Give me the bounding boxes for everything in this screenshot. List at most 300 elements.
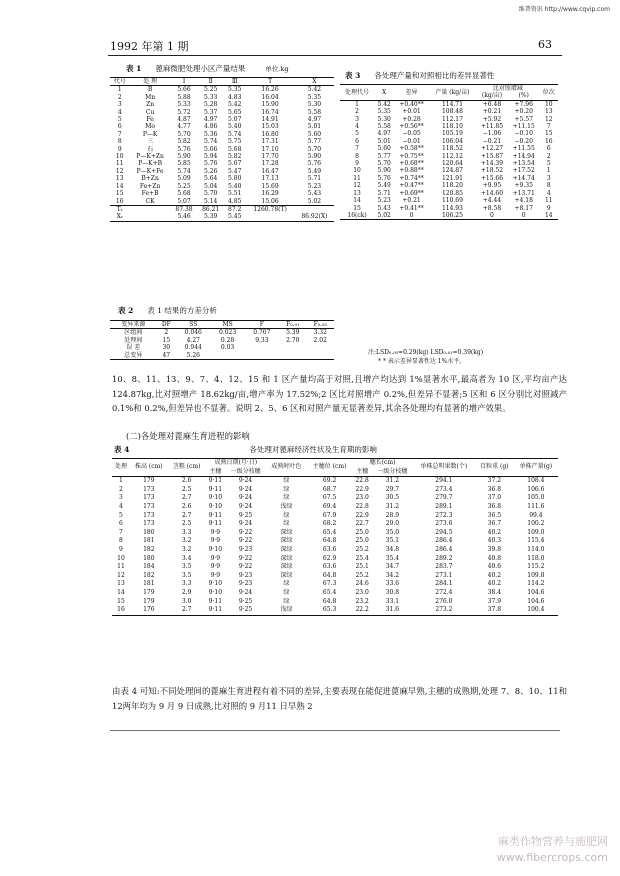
table3-cell: +17.52: [512, 167, 535, 175]
table3-cell: +6.48: [482, 100, 502, 108]
table4-cell: 9·9: [210, 571, 221, 579]
table4-column-header: 穗长(cm): [369, 459, 396, 466]
table3-cell: 13: [353, 189, 361, 197]
table1-row: [110, 101, 334, 108]
table2-cell: 0.03: [220, 344, 235, 352]
table3-cell: 4.97: [377, 130, 391, 138]
table1-cell: 5.77: [307, 138, 322, 146]
table4-row: [112, 572, 558, 581]
table4-row: [112, 589, 558, 598]
table2-cell: [306, 344, 334, 351]
table1-cell: 5.40: [228, 123, 242, 131]
table4-column-header: 处理: [114, 463, 127, 471]
table4-row: [112, 606, 558, 615]
table4-cell: 9·25: [238, 511, 253, 519]
table4-cell: 22.8: [355, 477, 369, 485]
table4-cell: 14: [117, 588, 125, 596]
table4-cell: 1: [119, 477, 123, 485]
table1-cell: 5.94: [204, 153, 218, 161]
table1-cell: 5.58: [307, 108, 322, 116]
table4-cell: 9·10: [208, 580, 223, 588]
table4-title: 各处理对蓖麻经济性状及生育期的影响: [249, 445, 377, 454]
table4-column-subheader: 主穗: [356, 467, 369, 475]
table1-cell: 5.72: [177, 108, 191, 116]
table4-cell: 深绿: [280, 537, 293, 545]
table4-cell: 9·24: [238, 588, 253, 596]
table3-cell: 1: [546, 167, 551, 175]
table1-cell: 5.82: [228, 153, 242, 161]
table4-row: [112, 555, 558, 564]
table4-cell: 37.9: [487, 597, 502, 605]
table2-title: 表 1 结果的方差分析: [147, 306, 217, 315]
table3-cell: 11: [353, 174, 361, 182]
table4-cell: 9·22: [238, 528, 253, 536]
table4-cell: 68.2: [322, 520, 337, 528]
table4-cell: 8: [119, 537, 123, 545]
table2-caption: [118, 305, 217, 316]
table4-row: [112, 546, 558, 555]
table4-cell: 40.2: [487, 528, 502, 536]
table4-cell: 绿: [283, 588, 290, 596]
table4-cell: 9: [119, 545, 123, 553]
table4-cell: 22.2: [355, 606, 369, 614]
table3-cell: 8: [546, 182, 551, 190]
table4-cell: 9·23: [238, 545, 253, 553]
table2-cell: 5.39: [286, 329, 300, 337]
table1-cell: 12: [115, 167, 124, 175]
table1-cell: 三: [147, 138, 154, 146]
table4-cell: 63.6: [322, 563, 337, 571]
table1-title: 蓖麻微肥处理小区产量结果: [155, 64, 246, 73]
table4-cell: 69.4: [322, 502, 337, 510]
table3-row: [340, 100, 558, 108]
page-number: 63: [538, 38, 552, 51]
table3-cell: +0.68**: [399, 160, 424, 168]
top-watermark: 维普资讯 http://www.cqvip.com: [518, 6, 610, 13]
table3-row: [340, 205, 558, 212]
table1-caption: [126, 63, 289, 74]
table4-cell: 38.4: [487, 588, 502, 596]
table4-cell: 25.0: [355, 528, 369, 536]
table3-cell: 5.23: [377, 197, 391, 205]
table3-cell: +9.95: [482, 182, 502, 190]
table4-cell: 276.0: [435, 597, 453, 605]
table2-cell: 2.70: [286, 336, 300, 344]
table4-row: [112, 520, 558, 529]
table3-row: [340, 212, 558, 220]
table4-cell: 63.6: [322, 545, 337, 553]
table4-cell: 37.0: [487, 494, 502, 502]
table3-cell: +0.74**: [399, 174, 424, 182]
table3-cell: +0.56**: [399, 123, 424, 131]
table1-cell: 9: [117, 145, 122, 153]
table2-cell: [306, 352, 334, 360]
table3-cell: 5.35: [377, 108, 391, 116]
table3-cell: 118.20: [441, 182, 463, 190]
bottom-watermark-url: www.fibercrops.com: [496, 851, 608, 864]
table4-cell: 16: [117, 606, 125, 614]
table4-cell: 浅绿: [280, 502, 293, 510]
table4-cell: 179: [143, 477, 155, 485]
table4-cell: 273.1: [435, 571, 453, 579]
table4-row: [112, 503, 558, 512]
table1-cell: 11: [115, 160, 124, 168]
table4-cell: 绿: [283, 494, 290, 502]
table4-cell: 181: [143, 580, 155, 588]
table2-cell: [245, 352, 279, 360]
table3-cell: −0.01: [402, 137, 421, 145]
table3-cell: +14.94: [512, 152, 535, 160]
table3-cell: 10: [544, 100, 553, 108]
table1-total-row: [110, 205, 334, 213]
table4-row: [112, 580, 558, 589]
table1-row: [110, 183, 334, 190]
table4-cell: 绿: [283, 485, 290, 493]
table1-mean-cell: [245, 213, 294, 221]
table3-cell: 5.70: [377, 160, 391, 168]
table4-cell: 173: [143, 502, 155, 510]
table3-cell: 6: [546, 145, 551, 153]
table1-cell: 5.74: [228, 130, 242, 138]
table1-row: [110, 146, 334, 153]
table3-cell: 5.02: [377, 211, 391, 219]
table3-cell: 5: [355, 130, 359, 138]
table4-cell: 9·11: [208, 520, 223, 528]
table1-cell: 16.04: [261, 93, 279, 101]
table1-cell: 17.10: [261, 145, 279, 153]
table2-header-row: [110, 321, 334, 329]
table3-cell: 0: [409, 211, 414, 219]
table1-cell: 17.28: [261, 160, 279, 168]
table1-row: [110, 86, 334, 94]
table2-row: [110, 352, 334, 360]
bottom-watermark-name: 麻类作物营养与施肥网: [498, 835, 608, 848]
table4-cell: 272.3: [435, 511, 453, 519]
table1-cell: 5.35: [307, 93, 322, 101]
table1-cell: Zn: [146, 101, 155, 109]
table3-cell: +8.17: [514, 204, 533, 212]
table1-total-cell: Tᵣ: [116, 205, 123, 213]
table4-cell: 64.8: [322, 571, 337, 579]
table3-note-significance: * * 表示差异显著性达 1%水平。: [378, 358, 466, 365]
table4-cell: 40.2: [487, 580, 502, 588]
table4-cell: 182: [143, 571, 155, 579]
table1-cell: 4: [117, 108, 122, 116]
table1-cell: 8: [117, 138, 122, 146]
table3-cell: 105.19: [441, 130, 463, 138]
table3-cell: 13: [544, 108, 553, 116]
table2-column-header: 变异来源: [121, 321, 146, 328]
table1-cell: 5.71: [307, 175, 322, 183]
table4-column-header: 株高 (cm): [134, 463, 163, 471]
table4-cell: 25.2: [355, 545, 369, 553]
table1-row: [110, 160, 334, 167]
table1-row: [110, 138, 334, 145]
table4-cell: 104.6: [527, 588, 545, 596]
table4-cell: 9·24: [238, 520, 253, 528]
table2-cell: 2: [164, 329, 169, 337]
table4-cell: 12: [117, 571, 125, 579]
table1-cell: 16.26: [261, 86, 279, 94]
table3-cell: 15: [353, 204, 361, 212]
table3-cell: 5.01: [377, 137, 391, 145]
table4-cell: 65.4: [322, 528, 337, 536]
table4-cell: 31.2: [385, 477, 400, 485]
table1-mean-cell: [130, 213, 171, 221]
table4-cell: 2.7: [181, 511, 192, 519]
table1-cell: 15: [115, 190, 124, 198]
table4-cell: 294.5: [435, 528, 453, 536]
table4-row: [112, 494, 558, 503]
table4-cell: 15: [117, 597, 125, 605]
table1-cell: 4.83: [228, 93, 242, 101]
table4-cell: 3: [119, 494, 123, 502]
table1-row: [110, 109, 334, 116]
table3-column-header: 比对照增减: [492, 85, 523, 92]
table4-cell: 36.7: [487, 520, 502, 528]
paragraph-growth-progress: 由表 4 可知:不同处理间的蓖麻生育进程有着不同的差异,主要表现在能促进蓖麻早熟,主穗的成熟期,处理 7、8、10、11和12两年均为 9 月 9 日成熟,比对照的 9 月11 日早熟 2: [112, 686, 567, 711]
table3-cell: +0.01: [402, 108, 421, 116]
table4-cell: 2.7: [181, 606, 192, 614]
table4-cell: 30.5: [385, 494, 400, 502]
table4-caption: [114, 444, 377, 455]
table4-cell: 273.2: [435, 606, 453, 614]
table1-cell: 5.76: [204, 160, 218, 168]
table4-cell: 深绿: [280, 545, 293, 553]
table1-column-header: Ⅲ: [231, 78, 238, 85]
table3-cell: 3: [546, 174, 551, 182]
table4-cell: 9·23: [238, 580, 253, 588]
table3-cell: 3: [355, 115, 359, 123]
table4-cell: 10: [117, 554, 125, 562]
table1-cell: 17.31: [261, 138, 279, 146]
table4-column-header: 百粒重 (g): [480, 463, 509, 471]
table1-cell: 5: [117, 116, 122, 124]
table3-cell: 112.17: [441, 115, 463, 123]
table4-cell: 9·24: [238, 477, 253, 485]
table4-cell: 2.9: [181, 588, 192, 596]
table4-cell: 9·11: [208, 597, 223, 605]
table4-column-header: 成熟日期(月·日): [214, 459, 258, 466]
table3-cell: +0.75**: [399, 152, 424, 160]
table4-cell: 114.2: [527, 580, 545, 588]
table4-row: [112, 477, 558, 486]
table3-cell: 108.48: [441, 108, 463, 116]
table3-cell: +14.39: [480, 160, 504, 168]
table3-row: [340, 175, 558, 182]
table4-cell: 4: [119, 502, 123, 510]
table3-cell: 14: [544, 211, 553, 219]
table1-cell: B+Zn: [141, 175, 159, 183]
table4-cell: 184: [143, 563, 155, 571]
table1-mean-cell: Xᵣ: [116, 213, 123, 221]
table4-column-subheader: 主穗: [209, 467, 222, 475]
table3-cell: +0.47**: [399, 182, 424, 190]
table2-cell: 0.28: [220, 336, 235, 344]
table1-column-header: X: [312, 78, 317, 85]
table1-cell: 4.97: [307, 116, 322, 124]
table4-cell: 绿: [283, 511, 290, 519]
table3-cell: 10: [353, 167, 361, 175]
table4-cell: 2.7: [181, 494, 192, 502]
table3-cell: 12: [353, 182, 361, 190]
table2-cell: 区组间: [124, 329, 143, 337]
table4-cell: 36.5: [487, 511, 502, 519]
table1-mean-cell: 86.92(X): [301, 213, 328, 221]
table3-cell: 4: [546, 189, 551, 197]
table4-cell: 9·24: [238, 485, 253, 493]
table1-cell: 5.23: [307, 182, 322, 190]
table4-cell: 25.1: [355, 563, 369, 571]
table4-cell: 9·10: [208, 502, 223, 510]
table3-cell: +14.74: [512, 174, 535, 182]
table3-column-subheader: (%): [518, 92, 529, 100]
table1-cell: Mn: [145, 93, 156, 101]
table1-cell: 4.97: [204, 116, 218, 124]
table4-cell: 9·22: [238, 554, 253, 562]
table4-cell: 100.2: [527, 520, 545, 528]
table1-cell: 5.35: [228, 86, 242, 94]
table3-cell: 14: [353, 197, 361, 205]
table4-cell: 绿: [283, 520, 290, 528]
table1-number: 表 1: [126, 64, 142, 73]
table4-cell: 9·11: [208, 477, 223, 485]
table1-cell: 5.68: [177, 190, 191, 198]
table4-cell: 294.1: [435, 477, 453, 485]
table4-cell: 283.7: [435, 563, 453, 571]
table1-cell: 15.03: [261, 123, 279, 131]
table1-cell: 16.29: [261, 190, 279, 198]
table2-cell: [279, 352, 306, 360]
table1-cell: 3: [117, 101, 122, 109]
table4-cell: 3.5: [181, 563, 192, 571]
header-rule: [108, 55, 562, 56]
table1-cell: 5.30: [307, 101, 322, 109]
table2-cell: 9.33: [255, 336, 269, 344]
table3-cell: 5.42: [377, 100, 391, 108]
table4-cell: 3.2: [181, 537, 192, 545]
table4-cell: 115.4: [527, 537, 545, 545]
table3-column-header: 差异: [405, 88, 418, 96]
table3-cell: +0.41**: [399, 204, 424, 212]
table1-cell: 16.74: [261, 108, 279, 116]
table1-cell: 5.90: [177, 153, 191, 161]
table1-row: [110, 190, 334, 197]
table3-cell: 5.60: [377, 145, 391, 153]
table4-cell: 9·24: [238, 502, 253, 510]
table4-cell: 9·25: [238, 597, 253, 605]
table4-cell: 22.9: [355, 511, 369, 519]
table3-row: [340, 167, 558, 174]
table4-cell: 36.8: [487, 485, 502, 493]
table3-cell: +0.21: [402, 197, 421, 205]
table4-cell: 273.6: [435, 520, 453, 528]
table3: [340, 84, 558, 220]
table4-cell: 25.4: [355, 554, 369, 562]
table3-cell: −1.06: [482, 130, 502, 138]
table1-column-header: 处 理: [143, 78, 158, 85]
table4-cell: 25.2: [355, 571, 369, 579]
table1-cell: 5.43: [307, 190, 322, 198]
table2-cell: 2.02: [313, 336, 327, 344]
table4-cell: 64.8: [322, 537, 337, 545]
table1-mean-row: [110, 213, 334, 221]
table4-cell: 3.5: [181, 571, 192, 579]
table2-cell: [245, 344, 279, 351]
table1-cell: 16: [115, 197, 124, 205]
table1-cell: 5.33: [177, 101, 191, 109]
table4-column-header: 单株产量(g): [519, 463, 553, 471]
table4-number: 表 4: [114, 445, 130, 454]
table1-cell: 5.85: [177, 160, 191, 168]
table3-cell: +0.20: [514, 108, 533, 116]
table4-cell: 39.8: [487, 545, 502, 553]
table4-cell: 106.6: [527, 485, 545, 493]
table3-cell: 4: [355, 123, 359, 131]
table4-cell: 9·11: [208, 485, 223, 493]
table3-cell: 118.10: [441, 123, 463, 131]
table1: [110, 77, 334, 222]
table4-column-subheader: 一级分枝穗: [230, 467, 261, 475]
table1-cell: 5.47: [228, 167, 242, 175]
table4-cell: 40.3: [487, 537, 502, 545]
table4-cell: 深绿: [280, 571, 293, 579]
table3-cell: +4.18: [514, 197, 533, 205]
table2-row: [110, 329, 334, 337]
table4-cell: 35.0: [385, 528, 400, 536]
table3-cell: 110.69: [441, 197, 463, 205]
table1-cell: P—K: [142, 130, 158, 138]
table1-mean-cell: 5.46: [177, 213, 191, 221]
table3-row: [340, 138, 558, 145]
table2-cell: 4.27: [186, 336, 200, 344]
table1-total-cell: 86.21: [202, 205, 220, 213]
table4-cell: 深绿: [280, 563, 293, 571]
table4-cell: 2.6: [181, 477, 192, 485]
table3-cell: +18.52: [480, 167, 504, 175]
table4-cell: 3.0: [181, 597, 192, 605]
table3-cell: +0.28: [402, 115, 421, 123]
table4-row: [112, 529, 558, 538]
table4-cell: 29.0: [385, 520, 400, 528]
table3-cell: 5.58: [377, 123, 391, 131]
table1-row: [110, 94, 334, 101]
table4-cell: 33.6: [385, 580, 400, 588]
table1-row: [110, 168, 334, 175]
table3-cell: +7.96: [514, 100, 533, 108]
table3-row: [340, 153, 558, 160]
table2-cell: 0.767: [253, 329, 271, 337]
table3-title: 各处理产量和对照相比的差异显著性: [374, 71, 495, 80]
table1-cell: 15.06: [261, 197, 279, 205]
table4-cell: 176: [143, 606, 155, 614]
table1-cell: 5.66: [204, 145, 218, 153]
table1-cell: 5.64: [204, 175, 218, 183]
table4-cell: 9·9: [210, 563, 221, 571]
table4-row: [112, 598, 558, 607]
table4-cell: 109.8: [527, 571, 545, 579]
table1-cell: 5.25: [177, 182, 191, 190]
table3-cell: 5.30: [377, 115, 391, 123]
table1-cell: 5.75: [228, 138, 242, 146]
table1-cell: 13: [115, 175, 124, 183]
table4-cell: 100.4: [527, 606, 545, 614]
table1-cell: Fe+Zn: [139, 182, 161, 190]
table4-header-row: [112, 459, 558, 468]
table3-row: [340, 190, 558, 197]
table3-cell: 2: [546, 152, 551, 160]
table4-cell: 114.0: [527, 545, 545, 553]
